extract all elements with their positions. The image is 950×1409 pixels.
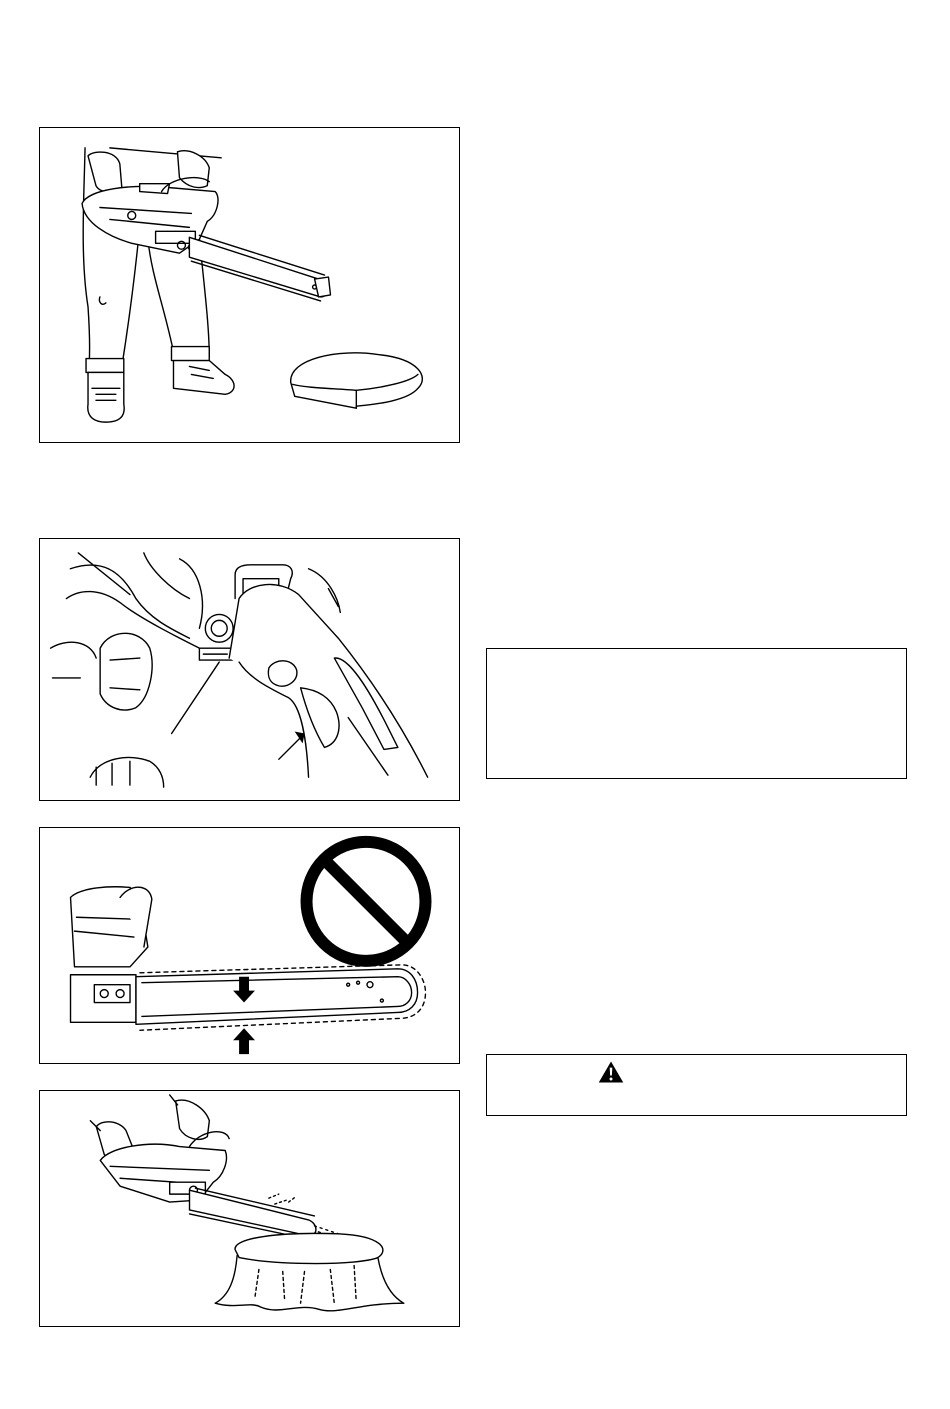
prohibition-sign-icon <box>307 842 426 961</box>
figure-no-touch-chain <box>39 827 460 1064</box>
figure-chain-oil-check <box>39 1090 460 1327</box>
warning-triangle-icon <box>597 1059 625 1085</box>
note-box <box>486 648 907 779</box>
chain-oil-spray-illustration <box>40 1091 459 1326</box>
chain-brake-illustration <box>40 539 459 800</box>
guide-bar-prohibition-illustration <box>40 828 459 1063</box>
figure-holding-saw <box>39 127 460 443</box>
warning-box <box>486 1054 907 1116</box>
operator-with-chainsaw-illustration <box>40 128 459 442</box>
figure-chain-brake <box>39 538 460 801</box>
